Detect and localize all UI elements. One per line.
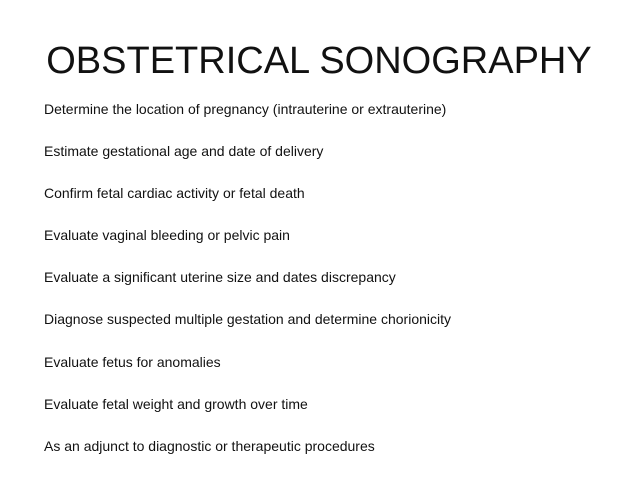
bullet-item: Confirm fetal cardiac activity or fetal death [44,185,305,202]
bullet-item: Diagnose suspected multiple gestation and determine chorionicity [44,311,452,328]
bullet-item: Evaluate fetus for anomalies [44,353,221,370]
bullet-item: Evaluate fetal weight and growth over time [44,395,308,412]
bullet-list [44,99,451,478]
bullet-item: Evaluate vaginal bleeding or pelvic pain [44,227,290,244]
bullet-item: Evaluate a significant uterine size and dates discrepancy [44,269,396,286]
bullet-item: Determine the location of pregnancy (intrauterine or extrauterine) [44,101,447,117]
bullet-item: As an adjunct to diagnostic or therapeutic procedures [44,437,375,454]
slide-title: OBSTETRICAL SONOGRAPHY [46,40,592,82]
bullet-item: Estimate gestational age and date of delivery [44,143,324,160]
